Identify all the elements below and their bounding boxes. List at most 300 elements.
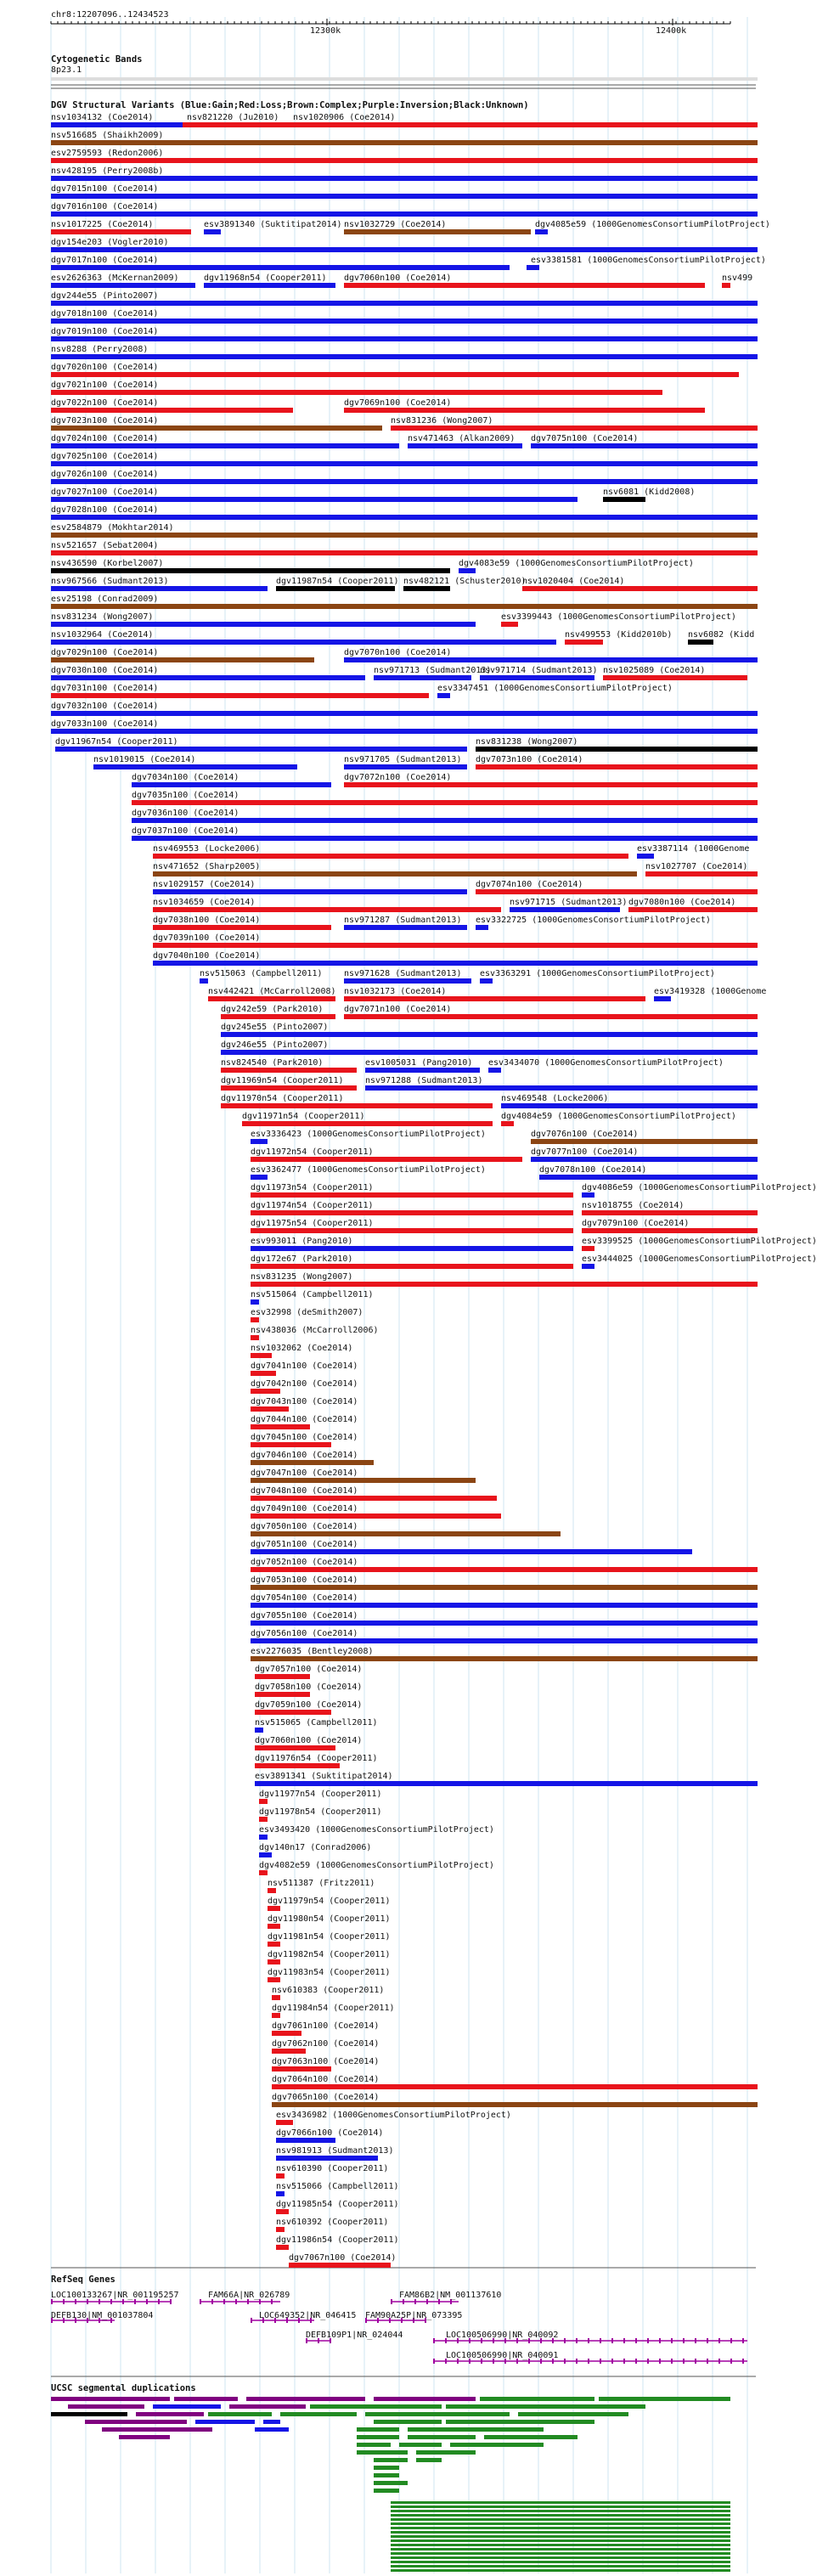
variant-bar[interactable]: [365, 1068, 480, 1073]
variant-bar[interactable]: [289, 122, 758, 127]
segdup-block[interactable]: [102, 2427, 212, 2432]
variant-label[interactable]: nsv499553 (Kidd2010b): [565, 630, 673, 640]
variant-label[interactable]: nsv1034659 (Coe2014): [153, 898, 256, 907]
variant-label[interactable]: dgv7077n100 (Coe2014): [531, 1147, 639, 1157]
variant-bar[interactable]: [51, 122, 183, 127]
variant-label[interactable]: dgv7037n100 (Coe2014): [132, 826, 239, 836]
variant-bar[interactable]: [344, 764, 467, 769]
variant-bar[interactable]: [251, 1638, 758, 1643]
variant-bar[interactable]: [480, 675, 594, 680]
segdup-block[interactable]: [374, 2481, 408, 2485]
variant-label[interactable]: dgv7029n100 (Coe2014): [51, 648, 159, 657]
variant-bar[interactable]: [251, 1406, 289, 1412]
variant-label[interactable]: dgv7050n100 (Coe2014): [251, 1522, 358, 1531]
segdup-block[interactable]: [391, 2535, 730, 2538]
segdup-block[interactable]: [391, 2539, 730, 2542]
variant-bar[interactable]: [51, 604, 758, 609]
variant-label[interactable]: dgv7067n100 (Coe2014): [289, 2253, 397, 2263]
variant-bar[interactable]: [153, 871, 637, 877]
variant-label[interactable]: nsv6082 (Kidd: [688, 630, 755, 640]
variant-label[interactable]: nsv971713 (Sudmant2013): [374, 666, 492, 675]
variant-label[interactable]: dgv11969n54 (Cooper2011): [221, 1076, 344, 1085]
variant-bar[interactable]: [51, 729, 758, 734]
variant-bar[interactable]: [251, 1656, 758, 1661]
variant-label[interactable]: dgv7073n100 (Coe2014): [476, 755, 583, 764]
gene-exon[interactable]: [588, 2338, 589, 2343]
variant-bar[interactable]: [272, 2066, 331, 2072]
gene-exon[interactable]: [588, 2359, 589, 2364]
variant-bar[interactable]: [132, 800, 758, 805]
variant-label[interactable]: esv3336423 (1000GenomesConsortiumPilotProject): [251, 1130, 486, 1139]
variant-label[interactable]: esv3419328 (1000Genome: [654, 987, 767, 996]
segdup-block[interactable]: [68, 2404, 144, 2409]
variant-bar[interactable]: [51, 229, 191, 234]
variant-bar[interactable]: [51, 211, 758, 217]
variant-label[interactable]: nsv1027707 (Coe2014): [645, 862, 748, 871]
variant-label[interactable]: dgv11975n54 (Cooper2011): [251, 1219, 374, 1228]
variant-label[interactable]: nsv971705 (Sudmant2013): [344, 755, 462, 764]
variant-label[interactable]: dgv11979n54 (Cooper2011): [268, 1897, 391, 1906]
gene-exon[interactable]: [659, 2359, 661, 2364]
variant-label[interactable]: dgv7060n100 (Coe2014): [344, 273, 452, 283]
variant-bar[interactable]: [654, 996, 671, 1001]
variant-bar[interactable]: [276, 2138, 335, 2143]
variant-label[interactable]: dgv11967n54 (Cooper2011): [55, 737, 178, 747]
gene-exon[interactable]: [200, 2299, 201, 2304]
variant-label[interactable]: nsv471652 (Sharp2005): [153, 862, 261, 871]
variant-bar[interactable]: [276, 2227, 285, 2232]
variant-label[interactable]: nsv1032964 (Coe2014): [51, 630, 154, 640]
segdup-block[interactable]: [450, 2443, 544, 2447]
variant-bar[interactable]: [535, 229, 548, 234]
variant-label[interactable]: esv3381581 (1000GenomesConsortiumPilotProject): [531, 256, 766, 265]
segdup-block[interactable]: [365, 2412, 510, 2416]
variant-bar[interactable]: [276, 2120, 293, 2125]
gene-exon[interactable]: [683, 2359, 685, 2364]
variant-label[interactable]: dgv7080n100 (Coe2014): [628, 898, 736, 907]
variant-bar[interactable]: [582, 1264, 594, 1269]
variant-label[interactable]: dgv4083e59 (1000GenomesConsortiumPilotProject): [459, 559, 694, 568]
segdup-block[interactable]: [416, 2458, 442, 2462]
variant-label[interactable]: dgv7039n100 (Coe2014): [153, 933, 261, 943]
segdup-block[interactable]: [391, 2556, 730, 2559]
variant-label[interactable]: dgv11986n54 (Cooper2011): [276, 2235, 399, 2245]
variant-label[interactable]: dgv4085e59 (1000GenomesConsortiumPilotProject): [535, 220, 770, 229]
cytoband-bar[interactable]: [51, 77, 758, 81]
gene-exon[interactable]: [564, 2359, 566, 2364]
variant-bar[interactable]: [565, 640, 603, 645]
variant-bar[interactable]: [51, 336, 758, 341]
variant-bar[interactable]: [251, 1549, 692, 1554]
gene-exon[interactable]: [671, 2359, 673, 2364]
variant-bar[interactable]: [603, 497, 645, 502]
segdup-block[interactable]: [484, 2435, 578, 2439]
segdup-block[interactable]: [391, 2510, 730, 2512]
segdup-block[interactable]: [391, 2552, 730, 2555]
variant-bar[interactable]: [437, 693, 450, 698]
variant-bar[interactable]: [51, 568, 450, 573]
variant-label[interactable]: dgv11980n54 (Cooper2011): [268, 1914, 391, 1924]
variant-bar[interactable]: [51, 265, 510, 270]
variant-label[interactable]: dgv7017n100 (Coe2014): [51, 256, 159, 265]
variant-label[interactable]: dgv7043n100 (Coe2014): [251, 1397, 358, 1406]
variant-bar[interactable]: [344, 996, 645, 1001]
variant-label[interactable]: nsv1032173 (Coe2014): [344, 987, 447, 996]
variant-bar[interactable]: [51, 586, 268, 591]
variant-label[interactable]: nsv469553 (Locke2006): [153, 844, 261, 854]
variant-label[interactable]: dgv7074n100 (Coe2014): [476, 880, 583, 889]
segdup-block[interactable]: [174, 2397, 238, 2401]
variant-bar[interactable]: [276, 2156, 378, 2161]
segdup-block[interactable]: [374, 2466, 399, 2470]
variant-label[interactable]: dgv7031n100 (Coe2014): [51, 684, 159, 693]
variant-label[interactable]: nsv824540 (Park2010): [221, 1058, 324, 1068]
variant-bar[interactable]: [582, 1210, 758, 1215]
variant-bar[interactable]: [251, 1478, 476, 1483]
variant-label[interactable]: dgv7021n100 (Coe2014): [51, 380, 159, 390]
variant-bar[interactable]: [722, 283, 730, 288]
variant-bar[interactable]: [251, 1531, 561, 1536]
segdup-block[interactable]: [357, 2435, 399, 2439]
variant-bar[interactable]: [51, 622, 476, 627]
variant-bar[interactable]: [476, 925, 488, 930]
segdup-block[interactable]: [391, 2522, 730, 2525]
gene-exon[interactable]: [647, 2359, 649, 2364]
variant-bar[interactable]: [251, 1442, 331, 1447]
variant-bar[interactable]: [51, 247, 758, 252]
variant-label[interactable]: nsv1020906 (Coe2014): [293, 113, 396, 122]
variant-label[interactable]: dgv7047n100 (Coe2014): [251, 1468, 358, 1478]
variant-bar[interactable]: [251, 1513, 501, 1519]
variant-bar[interactable]: [268, 1977, 280, 1982]
dgv-track-title[interactable]: DGV Structural Variants (Blue:Gain;Red:Loss;Brown:Complex;Purple:Inversion;Black:Unknown): [51, 100, 529, 110]
variant-label[interactable]: esv3493420 (1000GenomesConsortiumPilotProject): [259, 1825, 494, 1835]
variant-label[interactable]: dgv11981n54 (Cooper2011): [268, 1932, 391, 1942]
variant-bar[interactable]: [268, 1906, 280, 1911]
variant-label[interactable]: dgv7061n100 (Coe2014): [272, 2021, 380, 2031]
variant-label[interactable]: dgv4084e59 (1000GenomesConsortiumPilotProject): [501, 1112, 736, 1121]
variant-bar[interactable]: [251, 1567, 758, 1572]
segdup-block[interactable]: [246, 2397, 365, 2401]
variant-bar[interactable]: [251, 1496, 497, 1501]
segdup-block[interactable]: [195, 2420, 255, 2424]
variant-bar[interactable]: [51, 354, 758, 359]
gene-exon[interactable]: [707, 2359, 708, 2364]
variant-label[interactable]: dgv7065n100 (Coe2014): [272, 2093, 380, 2102]
variant-label[interactable]: dgv7040n100 (Coe2014): [153, 951, 261, 961]
segdup-block[interactable]: [391, 2506, 730, 2508]
variant-label[interactable]: esv3399443 (1000GenomesConsortiumPilotProject): [501, 612, 736, 622]
variant-label[interactable]: nsv971715 (Sudmant2013): [510, 898, 628, 907]
variant-label[interactable]: nsv499: [722, 273, 753, 283]
segdup-block[interactable]: [408, 2435, 476, 2439]
variant-label[interactable]: dgv7028n100 (Coe2014): [51, 505, 159, 515]
variant-label[interactable]: dgv7041n100 (Coe2014): [251, 1361, 358, 1371]
variant-bar[interactable]: [51, 533, 758, 538]
variant-bar[interactable]: [276, 586, 395, 591]
variant-bar[interactable]: [251, 1210, 573, 1215]
variant-bar[interactable]: [55, 747, 467, 752]
segdup-block[interactable]: [446, 2404, 645, 2409]
variant-bar[interactable]: [221, 1085, 357, 1091]
segdup-block[interactable]: [119, 2435, 170, 2439]
variant-bar[interactable]: [259, 1852, 272, 1857]
variant-bar[interactable]: [51, 426, 382, 431]
segdup-block[interactable]: [399, 2443, 442, 2447]
variant-label[interactable]: nsv967566 (Sudmant2013): [51, 577, 169, 586]
variant-bar[interactable]: [51, 408, 293, 413]
segdup-block[interactable]: [416, 2450, 476, 2455]
gene-exon[interactable]: [659, 2338, 661, 2343]
variant-bar[interactable]: [251, 1157, 522, 1162]
variant-label[interactable]: dgv7052n100 (Coe2014): [251, 1558, 358, 1567]
variant-label[interactable]: nsv610383 (Cooper2011): [272, 1986, 385, 1995]
variant-label[interactable]: dgv7030n100 (Coe2014): [51, 666, 159, 675]
gene-label[interactable]: FAM90A25P|NR_073395: [365, 2311, 463, 2320]
variant-bar[interactable]: [344, 925, 467, 930]
variant-label[interactable]: nsv1018755 (Coe2014): [582, 1201, 685, 1210]
variant-bar[interactable]: [200, 978, 208, 984]
variant-label[interactable]: dgv11976n54 (Cooper2011): [255, 1754, 378, 1763]
gene-label[interactable]: LOC100506990|NR_040092: [446, 2331, 559, 2340]
gene-exon[interactable]: [718, 2338, 720, 2343]
variant-label[interactable]: esv3434070 (1000GenomesConsortiumPilotProject): [488, 1058, 724, 1068]
variant-label[interactable]: dgv245e55 (Pinto2007): [221, 1023, 329, 1032]
gene-exon[interactable]: [695, 2359, 696, 2364]
variant-bar[interactable]: [251, 1460, 374, 1465]
gene-label[interactable]: LOC100506990|NR_040091: [446, 2351, 559, 2360]
segdup-block[interactable]: [374, 2458, 408, 2462]
variant-label[interactable]: dgv7022n100 (Coe2014): [51, 398, 159, 408]
variant-label[interactable]: dgv7044n100 (Coe2014): [251, 1415, 358, 1424]
variant-bar[interactable]: [259, 1870, 268, 1875]
variant-label[interactable]: esv3444025 (1000GenomesConsortiumPilotProject): [582, 1254, 817, 1264]
segdup-block[interactable]: [374, 2473, 399, 2477]
variant-label[interactable]: nsv436590 (Korbel2007): [51, 559, 164, 568]
variant-bar[interactable]: [251, 1603, 758, 1608]
variant-bar[interactable]: [539, 1175, 758, 1180]
variant-bar[interactable]: [51, 515, 758, 520]
variant-label[interactable]: dgv7046n100 (Coe2014): [251, 1451, 358, 1460]
segdup-block[interactable]: [374, 2489, 399, 2493]
segdup-block[interactable]: [208, 2412, 272, 2416]
variant-bar[interactable]: [459, 568, 476, 573]
variant-bar[interactable]: [688, 640, 713, 645]
variant-label[interactable]: dgv242e59 (Park2010): [221, 1005, 324, 1014]
cytoband-track-title[interactable]: Cytogenetic Bands: [51, 54, 143, 65]
variant-bar[interactable]: [255, 1763, 340, 1768]
variant-label[interactable]: esv32998 (deSmith2007): [251, 1308, 363, 1317]
segdup-block[interactable]: [280, 2412, 357, 2416]
variant-bar[interactable]: [204, 283, 335, 288]
segdup-block[interactable]: [391, 2548, 730, 2551]
variant-bar[interactable]: [259, 1799, 268, 1804]
variant-label[interactable]: esv3891340 (Suktitipat2014): [204, 220, 342, 229]
variant-label[interactable]: dgv11970n54 (Cooper2011): [221, 1094, 344, 1103]
variant-bar[interactable]: [527, 265, 539, 270]
variant-bar[interactable]: [132, 782, 331, 787]
variant-bar[interactable]: [582, 1246, 594, 1251]
gene-label[interactable]: DEFB130|NM_001037804: [51, 2311, 154, 2320]
variant-label[interactable]: nsv1034132 (Coe2014): [51, 113, 154, 122]
segdup-block[interactable]: [357, 2427, 399, 2432]
segdup-block[interactable]: [391, 2561, 730, 2563]
variant-label[interactable]: dgv11978n54 (Cooper2011): [259, 1807, 382, 1817]
variant-label[interactable]: dgv11987n54 (Cooper2011): [276, 577, 399, 586]
variant-bar[interactable]: [255, 1781, 758, 1786]
variant-bar[interactable]: [272, 2084, 758, 2089]
segdup-block[interactable]: [255, 2427, 289, 2432]
variant-label[interactable]: dgv7064n100 (Coe2014): [272, 2075, 380, 2084]
segdup-block[interactable]: [51, 2397, 170, 2401]
variant-bar[interactable]: [344, 978, 471, 984]
segdup-block[interactable]: [391, 2569, 730, 2572]
variant-bar[interactable]: [132, 836, 758, 841]
variant-bar[interactable]: [251, 1192, 573, 1198]
variant-label[interactable]: nsv831235 (Wong2007): [251, 1272, 353, 1282]
variant-label[interactable]: dgv7062n100 (Coe2014): [272, 2039, 380, 2049]
variant-bar[interactable]: [51, 176, 758, 181]
variant-bar[interactable]: [255, 1728, 263, 1733]
gene-exon[interactable]: [433, 2359, 435, 2364]
variant-label[interactable]: dgv7034n100 (Coe2014): [132, 773, 239, 782]
variant-label[interactable]: nsv831238 (Wong2007): [476, 737, 578, 747]
gene-exon[interactable]: [683, 2338, 685, 2343]
segdup-block[interactable]: [374, 2397, 476, 2401]
variant-bar[interactable]: [242, 1121, 493, 1126]
variant-label[interactable]: dgv11977n54 (Cooper2011): [259, 1790, 382, 1799]
variant-label[interactable]: nsv515066 (Campbell2011): [276, 2182, 399, 2191]
variant-label[interactable]: dgv7076n100 (Coe2014): [531, 1130, 639, 1139]
variant-bar[interactable]: [51, 657, 314, 662]
variant-bar[interactable]: [255, 1692, 310, 1697]
variant-label[interactable]: nsv469548 (Locke2006): [501, 1094, 609, 1103]
variant-label[interactable]: dgv7060n100 (Coe2014): [255, 1736, 363, 1745]
segdup-block[interactable]: [599, 2397, 730, 2401]
variant-label[interactable]: esv3362477 (1000GenomesConsortiumPilotProject): [251, 1165, 486, 1175]
variant-label[interactable]: dgv7048n100 (Coe2014): [251, 1486, 358, 1496]
variant-bar[interactable]: [268, 1959, 280, 1964]
variant-label[interactable]: nsv516685 (Shaikh2009): [51, 131, 164, 140]
variant-bar[interactable]: [476, 764, 758, 769]
variant-label[interactable]: dgv246e55 (Pinto2007): [221, 1040, 329, 1050]
variant-bar[interactable]: [251, 1282, 758, 1287]
variant-label[interactable]: dgv7053n100 (Coe2014): [251, 1575, 358, 1585]
segdup-block[interactable]: [85, 2420, 187, 2424]
variant-bar[interactable]: [251, 1424, 310, 1429]
variant-bar[interactable]: [501, 1121, 514, 1126]
segdup-block[interactable]: [229, 2404, 306, 2409]
segdup-block[interactable]: [446, 2420, 594, 2424]
variant-bar[interactable]: [476, 889, 758, 894]
variant-label[interactable]: nsv8288 (Perry2008): [51, 345, 149, 354]
variant-bar[interactable]: [255, 1674, 310, 1679]
variant-bar[interactable]: [501, 622, 518, 627]
variant-label[interactable]: esv2759593 (Redon2006): [51, 149, 164, 158]
variant-bar[interactable]: [251, 1175, 268, 1180]
variant-bar[interactable]: [255, 1745, 335, 1750]
variant-label[interactable]: esv2276035 (Bentley2008): [251, 1647, 374, 1656]
variant-bar[interactable]: [501, 1103, 758, 1108]
variant-bar[interactable]: [637, 854, 654, 859]
variant-label[interactable]: dgv7070n100 (Coe2014): [344, 648, 452, 657]
segdup-block[interactable]: [391, 2514, 730, 2517]
variant-label[interactable]: esv2584879 (Mokhtar2014): [51, 523, 174, 533]
variant-label[interactable]: dgv7075n100 (Coe2014): [531, 434, 639, 443]
variant-bar[interactable]: [251, 1299, 259, 1305]
variant-bar[interactable]: [251, 1353, 272, 1358]
variant-label[interactable]: nsv515063 (Campbell2011): [200, 969, 323, 978]
variant-bar[interactable]: [251, 1371, 276, 1376]
gene-exon[interactable]: [647, 2338, 649, 2343]
variant-label[interactable]: nsv511387 (Fritz2011): [268, 1879, 375, 1888]
variant-label[interactable]: dgv7042n100 (Coe2014): [251, 1379, 358, 1389]
variant-bar[interactable]: [251, 1389, 280, 1394]
variant-label[interactable]: dgv7019n100 (Coe2014): [51, 327, 159, 336]
gene-exon[interactable]: [600, 2359, 601, 2364]
variant-label[interactable]: nsv971288 (Sudmant2013): [365, 1076, 483, 1085]
variant-label[interactable]: nsv482121 (Schuster2010): [403, 577, 527, 586]
variant-label[interactable]: nsv515064 (Campbell2011): [251, 1290, 374, 1299]
variant-bar[interactable]: [251, 1621, 758, 1626]
variant-label[interactable]: dgv7055n100 (Coe2014): [251, 1611, 358, 1621]
gene-exon[interactable]: [707, 2338, 708, 2343]
variant-label[interactable]: dgv7063n100 (Coe2014): [272, 2057, 380, 2066]
variant-bar[interactable]: [344, 1014, 758, 1019]
variant-label[interactable]: dgv4082e59 (1000GenomesConsortiumPilotProject): [259, 1861, 494, 1870]
variant-bar[interactable]: [268, 1924, 280, 1929]
variant-bar[interactable]: [221, 1103, 493, 1108]
variant-label[interactable]: dgv244e55 (Pinto2007): [51, 291, 159, 301]
variant-label[interactable]: esv3347451 (1000GenomesConsortiumPilotProject): [437, 684, 673, 693]
variant-bar[interactable]: [289, 2263, 391, 2268]
variant-label[interactable]: nsv1017225 (Coe2014): [51, 220, 154, 229]
variant-bar[interactable]: [259, 1835, 268, 1840]
segdup-block[interactable]: [153, 2404, 221, 2409]
variant-bar[interactable]: [153, 889, 467, 894]
segdup-block[interactable]: [263, 2420, 280, 2424]
gene-exon[interactable]: [635, 2359, 637, 2364]
variant-label[interactable]: dgv11973n54 (Cooper2011): [251, 1183, 374, 1192]
variant-label[interactable]: nsv1032729 (Coe2014): [344, 220, 447, 229]
variant-bar[interactable]: [628, 907, 758, 912]
variant-bar[interactable]: [51, 301, 758, 306]
gene-label[interactable]: FAM66A|NR_026789: [208, 2291, 290, 2300]
variant-label[interactable]: dgv7035n100 (Coe2014): [132, 791, 239, 800]
variant-label[interactable]: nsv1032062 (Coe2014): [251, 1344, 353, 1353]
variant-label[interactable]: dgv11982n54 (Cooper2011): [268, 1950, 391, 1959]
variant-bar[interactable]: [153, 925, 331, 930]
variant-bar[interactable]: [221, 1050, 758, 1055]
variant-bar[interactable]: [208, 996, 335, 1001]
variant-bar[interactable]: [251, 1246, 573, 1251]
variant-label[interactable]: dgv7024n100 (Coe2014): [51, 434, 159, 443]
variant-label[interactable]: dgv140n17 (Conrad2006): [259, 1843, 372, 1852]
variant-bar[interactable]: [251, 1335, 259, 1340]
variant-label[interactable]: dgv11972n54 (Cooper2011): [251, 1147, 374, 1157]
segdup-block[interactable]: [357, 2450, 408, 2455]
variant-label[interactable]: esv3891341 (Suktitipat2014): [255, 1772, 393, 1781]
variant-bar[interactable]: [221, 1068, 357, 1073]
segdup-block[interactable]: [310, 2404, 442, 2409]
variant-label[interactable]: nsv1019015 (Coe2014): [93, 755, 196, 764]
variant-label[interactable]: dgv7078n100 (Coe2014): [539, 1165, 647, 1175]
variant-bar[interactable]: [344, 657, 758, 662]
variant-bar[interactable]: [391, 426, 758, 431]
variant-bar[interactable]: [153, 961, 758, 966]
variant-bar[interactable]: [51, 550, 758, 555]
segdup-block[interactable]: [391, 2527, 730, 2529]
